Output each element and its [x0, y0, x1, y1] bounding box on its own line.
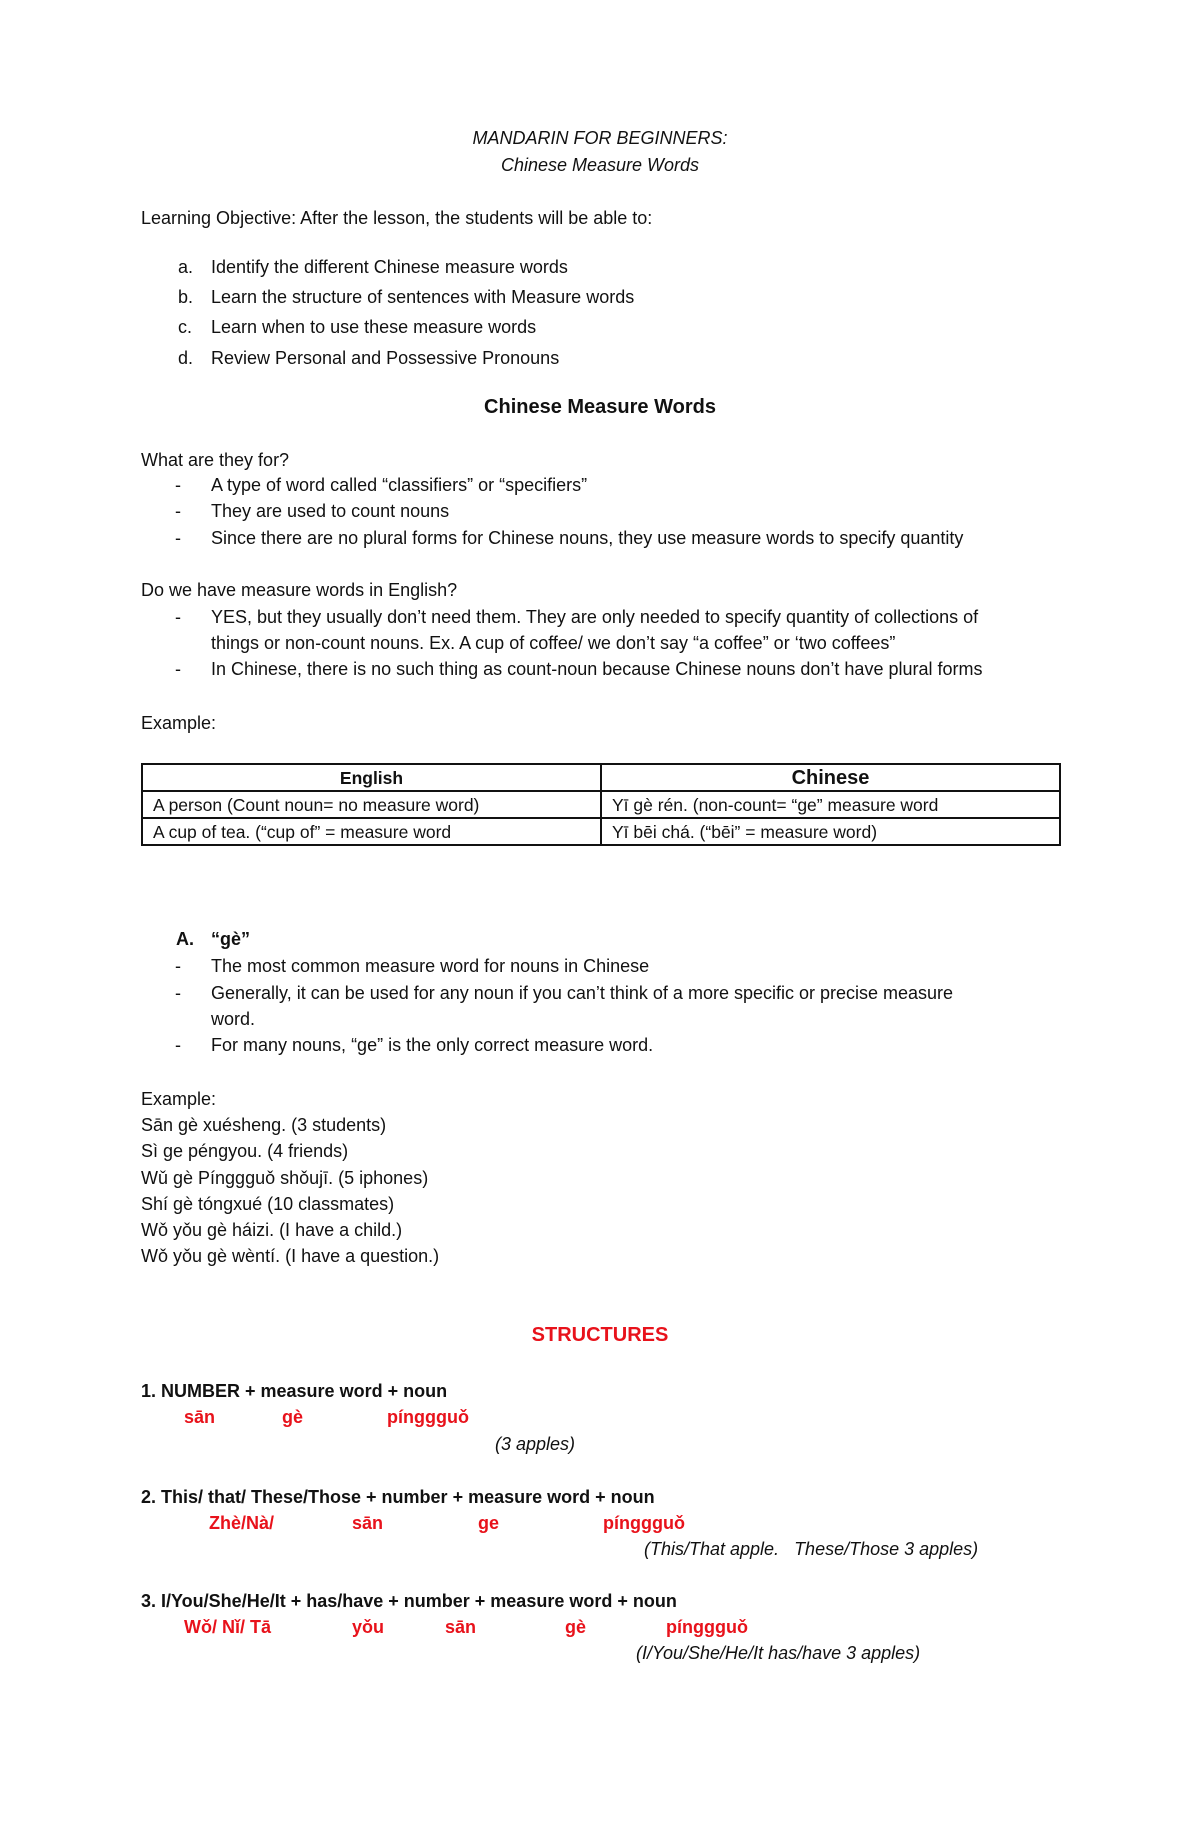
- dash-marker: -: [175, 475, 181, 495]
- structure-2-word: pínggguǒ: [603, 1513, 685, 1533]
- structure-1-word: sān: [184, 1407, 216, 1427]
- ge-example-label: Example:: [141, 1089, 217, 1109]
- example-line: Wǒ yǒu gè háizi. (I have a child.): [141, 1220, 403, 1240]
- table-cell: Yī gè rén. (non-count= “ge” measure word: [601, 791, 1060, 818]
- example-label: Example:: [141, 713, 217, 733]
- structure-3-word: yǒu: [352, 1617, 385, 1637]
- document-title: MANDARIN FOR BEGINNERS:: [472, 128, 728, 148]
- dash-marker: -: [175, 659, 181, 679]
- table-cell: A person (Count noun= no measure word): [142, 791, 601, 818]
- example-line: Sì ge péngyou. (4 friends): [141, 1141, 349, 1161]
- list-item: Since there are no plural forms for Chinese nouns, they use measure words to specify quantity: [211, 528, 964, 548]
- list-item: Review Personal and Possessive Pronouns: [211, 348, 560, 368]
- list-item: For many nouns, “ge” is the only correct measure word.: [211, 1035, 654, 1055]
- list-marker: d.: [178, 348, 194, 368]
- dash-marker: -: [175, 956, 181, 976]
- objective-intro: Learning Objective: After the lesson, the students will be able to:: [141, 208, 653, 228]
- example-line: Sān gè xuésheng. (3 students): [141, 1115, 387, 1135]
- list-item: Identify the different Chinese measure words: [211, 257, 568, 277]
- table-header-chinese: Chinese: [601, 764, 1060, 791]
- list-marker: a.: [178, 257, 194, 277]
- structure-1-word: pínggguǒ: [387, 1407, 469, 1427]
- list-item: A type of word called “classifiers” or “specifiers”: [211, 475, 588, 495]
- list-item: In Chinese, there is no such thing as count-noun because Chinese nouns don’t have plural forms: [211, 659, 983, 679]
- list-item: Learn when to use these measure words: [211, 317, 537, 337]
- example-line: Shí gè tóngxué (10 classmates): [141, 1194, 395, 1214]
- dash-marker: -: [175, 983, 181, 1003]
- dash-marker: -: [175, 607, 181, 627]
- structure-3-word: pínggguǒ: [666, 1617, 748, 1637]
- example-line: Wǒ yǒu gè wèntí. (I have a question.): [141, 1246, 440, 1266]
- structure-1-formula: 1. NUMBER + measure word + noun: [141, 1381, 448, 1401]
- section-marker: A.: [176, 929, 194, 949]
- ge-heading: “gè”: [211, 929, 251, 949]
- dash-marker: -: [175, 528, 181, 548]
- list-item-continuation: things or non-count nouns. Ex. A cup of coffee/ we don’t say “a coffee” or ‘two coffees”: [211, 633, 896, 653]
- table-cell: Yī bēi chá. (“bēi” = measure word): [601, 818, 1060, 845]
- comparison-table: [141, 763, 1061, 846]
- structure-2-formula: 2. This/ that/ These/Those + number + measure word + noun: [141, 1487, 655, 1507]
- example-line: Wǔ gè Pínggguǒ shǒujī. (5 iphones): [141, 1168, 429, 1188]
- dash-marker: -: [175, 1035, 181, 1055]
- list-marker: b.: [178, 287, 194, 307]
- document-subtitle: Chinese Measure Words: [500, 155, 700, 175]
- list-item: The most common measure word for nouns in Chinese: [211, 956, 650, 976]
- structure-2-word: Zhè/Nà/: [209, 1513, 275, 1533]
- structure-3-word: gè: [565, 1617, 587, 1637]
- structures-heading: STRUCTURES: [531, 1324, 669, 1346]
- table-header-english: English: [142, 764, 601, 791]
- list-item: YES, but they usually don’t need them. They are only needed to specify quantity of collections of: [211, 607, 979, 627]
- structure-3-word: sān: [445, 1617, 477, 1637]
- list-marker: c.: [178, 317, 193, 337]
- table-row: [142, 791, 1060, 818]
- structure-3-translation: (I/You/She/He/It has/have 3 apples): [636, 1643, 921, 1663]
- what-for-question: What are they for?: [141, 450, 290, 470]
- english-question: Do we have measure words in English?: [141, 580, 458, 600]
- list-item-continuation: word.: [211, 1009, 256, 1029]
- structure-3-word: Wǒ/ Nǐ/ Tā: [184, 1617, 271, 1637]
- structure-1-translation: (3 apples): [495, 1434, 576, 1454]
- section-heading: Chinese Measure Words: [484, 396, 716, 418]
- table-row: [142, 818, 1060, 845]
- structure-2-translation: (This/That apple. These/Those 3 apples): [644, 1539, 979, 1559]
- structure-2-word: sān: [352, 1513, 384, 1533]
- list-item: They are used to count nouns: [211, 501, 450, 521]
- structure-1-word: gè: [282, 1407, 304, 1427]
- dash-marker: -: [175, 501, 181, 521]
- table-header-row: [142, 764, 1060, 791]
- list-item: Learn the structure of sentences with Measure words: [211, 287, 635, 307]
- structure-3-formula: 3. I/You/She/He/It + has/have + number + measure word + noun: [141, 1591, 677, 1611]
- structure-2-word: ge: [478, 1513, 500, 1533]
- list-item: Generally, it can be used for any noun if you can’t think of a more specific or precise measure: [211, 983, 954, 1003]
- table-cell: A cup of tea. (“cup of” = measure word: [142, 818, 601, 845]
